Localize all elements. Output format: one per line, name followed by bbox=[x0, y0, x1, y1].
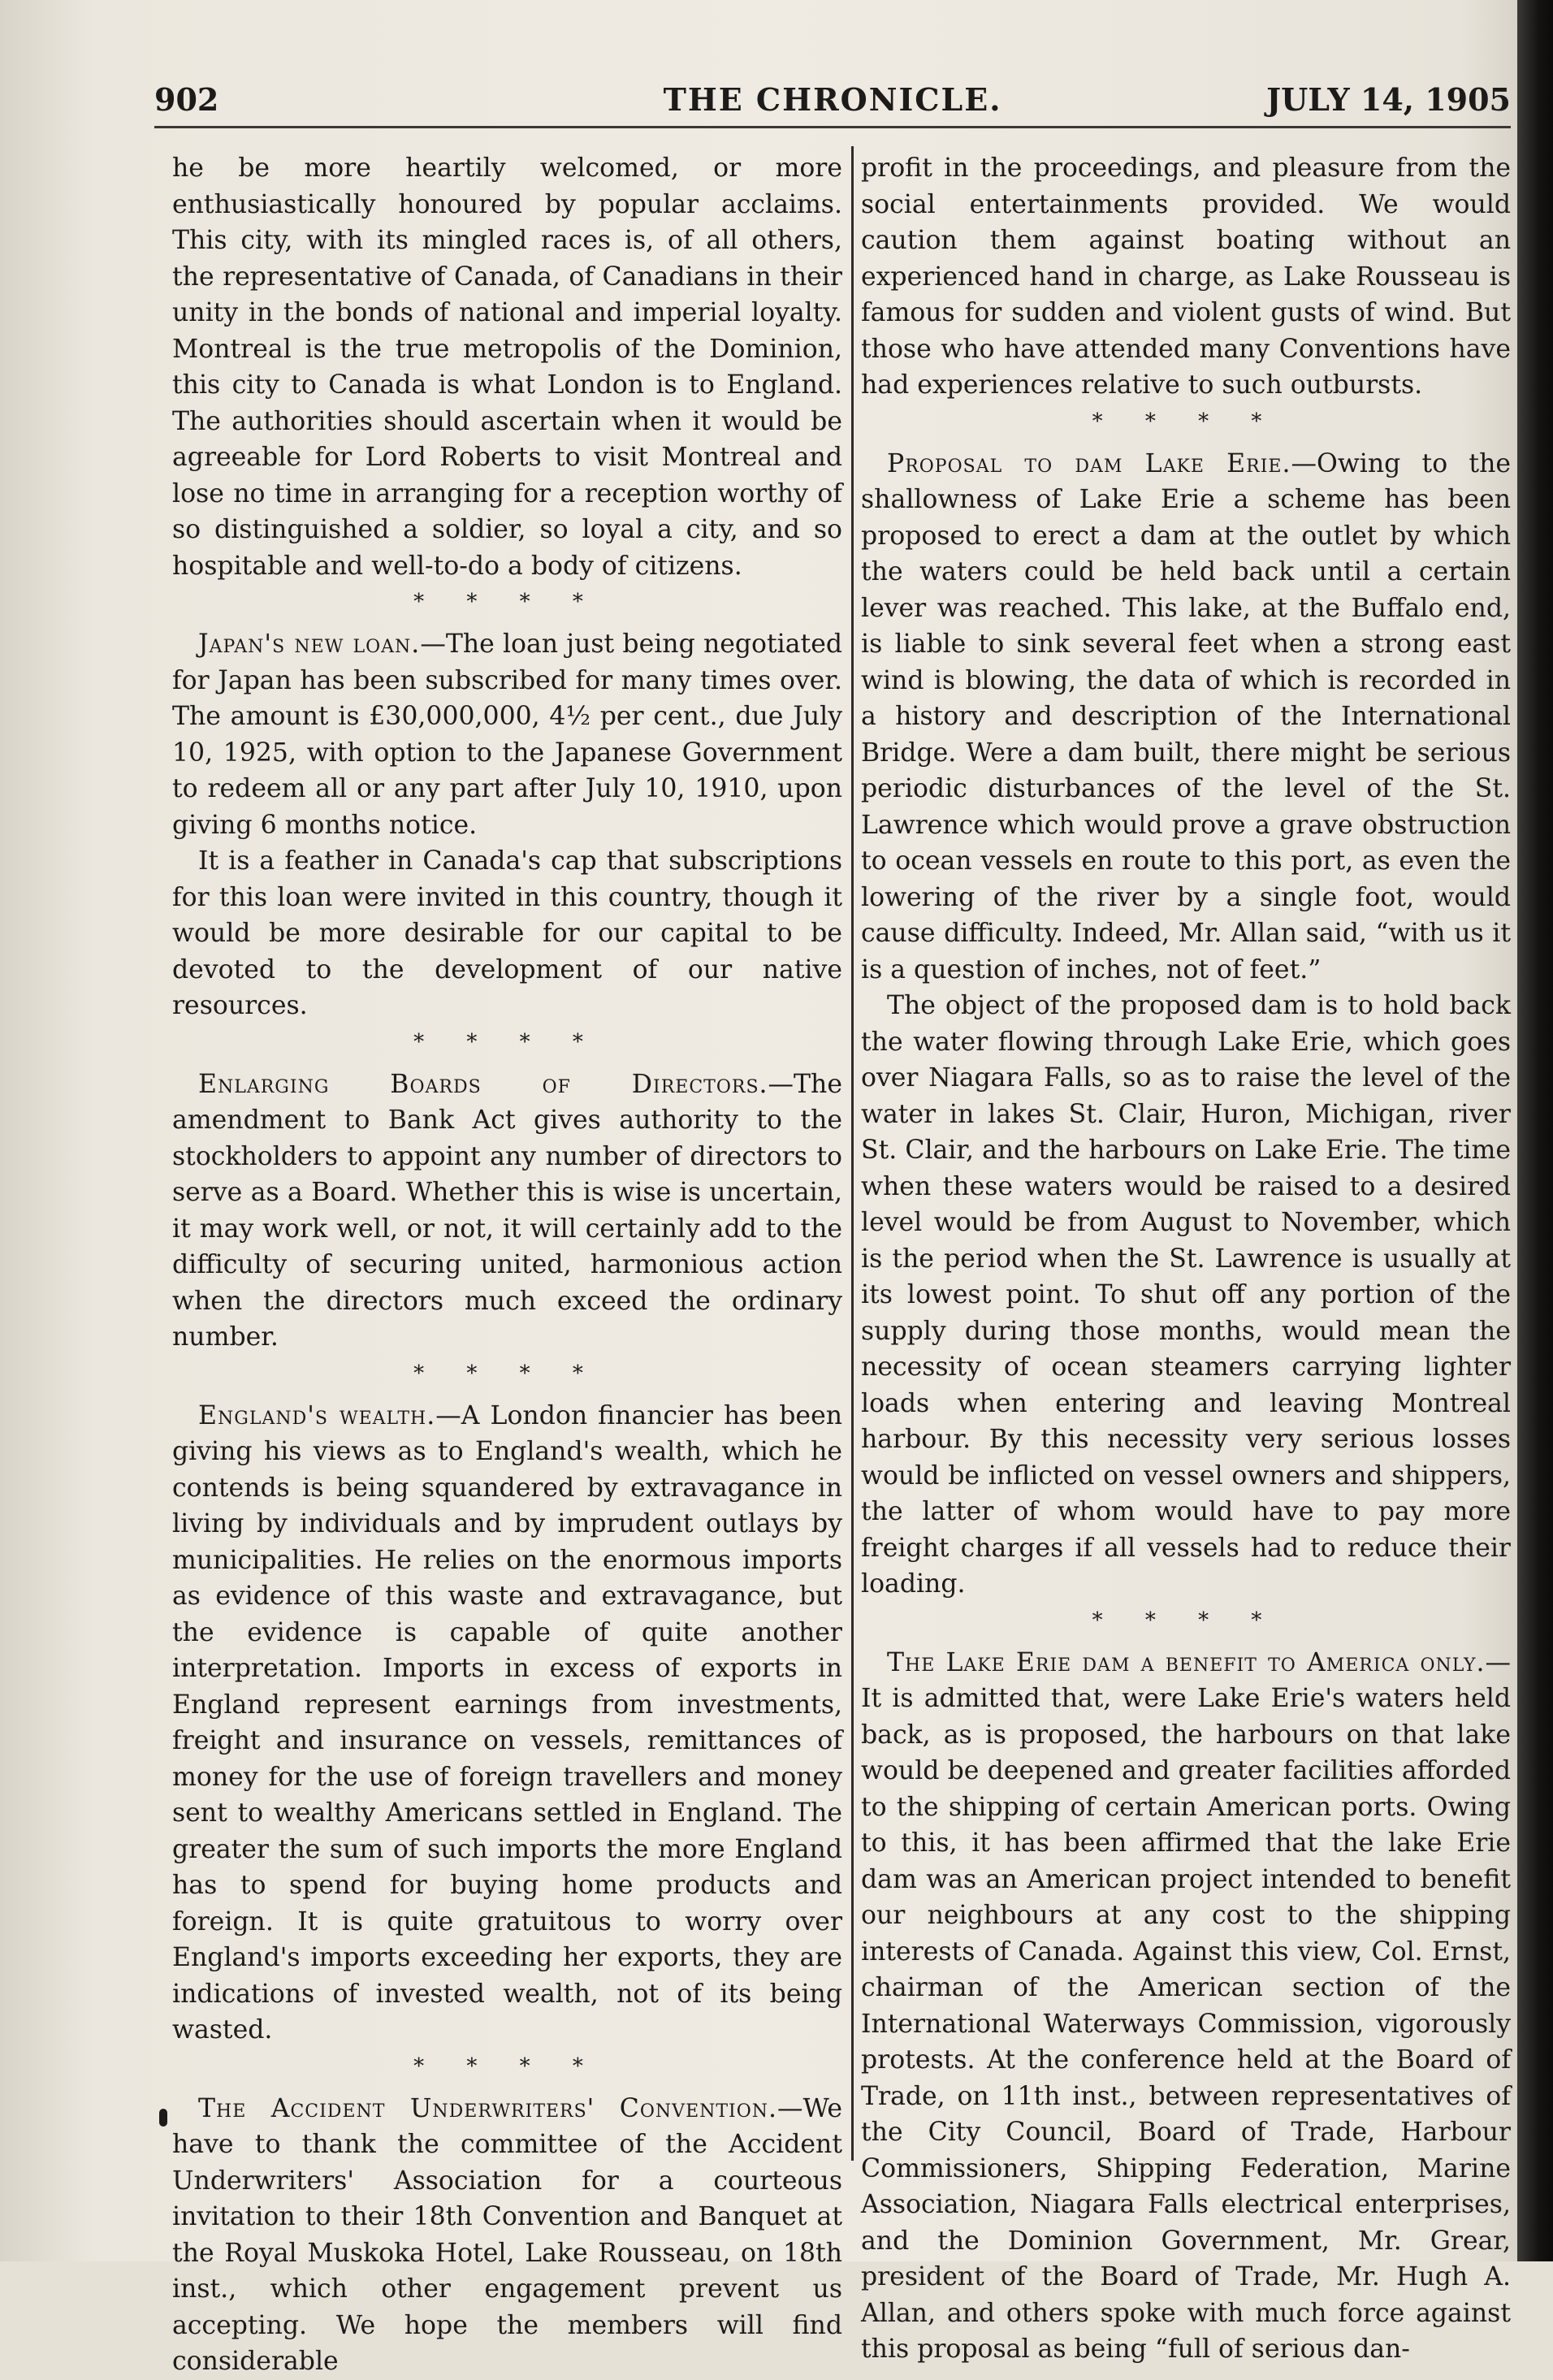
right-column bbox=[861, 150, 1511, 2364]
section-japan-loan bbox=[172, 626, 842, 843]
paragraph: profit in the proceedings, and pleasure from the social entertainments provided. We would caution them against boating without an experienced hand in charge, as Lake Rousseau is famous for sudden and violent gusts of wind. But those who have attended many Conventions have had experiences relative to such outbursts. bbox=[861, 154, 1511, 400]
page-header bbox=[154, 75, 1511, 123]
margin-mark bbox=[159, 2109, 167, 2127]
section-heading: The Lake Erie dam a benefit to America only. bbox=[887, 1647, 1486, 1677]
section-lake-erie-dam bbox=[861, 446, 1511, 989]
section-body: —It is admitted that, were Lake Erie's waters held back, as is proposed, the harbours on that lake would be deepened and greater facilities afforded to the shipping of certain American ports. Owing to this, it has been affirmed that the lake Erie dam was an American project intended to benefit our neighbours at any cost to the shipping interests of Canada. Against this view, Col. Ernst, chairman of the American section of the International Waterways Commission, vigorously protests. At the conference held at the Board of Trade, on 11th inst., between representatives of the City Council, Board of Trade, Harbour Commissioners, Shipping Federation, Marine Association, Niagara Falls electrical enterprises, and the Dominion Government, Mr. Grear, president of the Board of Trade, Mr. Hugh A. Allan, and others spoke with much force against this proposal as being “full of serious dan- bbox=[861, 1647, 1511, 2364]
masthead-title: THE CHRONICLE. bbox=[663, 81, 1002, 118]
section-heading: England's wealth. bbox=[198, 1400, 436, 1430]
page-number: 902 bbox=[154, 81, 219, 118]
paragraph: he be more heartily welcomed, or more enthusiastically honoured by popular acclaims. This city, with its mingled races is, of all others, the representative of Canada, of Canadians in their unity in the bonds of national and imperial loyalty. Montreal is the true metropolis of the Dominion, this city to Canada is what London is to England. The authorities should ascertain when it would be agreeable for Lord Roberts to visit Montreal and lose no time in arranging for a reception worthy of so distinguished a soldier, so loyal a city, and so hospitable and well-to-do a body of citizens. bbox=[172, 154, 842, 581]
column-divider bbox=[851, 146, 854, 2161]
section-accident-underwriters bbox=[172, 2091, 842, 2380]
section-separator: * * * * bbox=[413, 1361, 601, 1386]
section-boards-of-directors bbox=[172, 1067, 842, 1356]
section-dam-benefit-america bbox=[861, 1645, 1511, 2368]
section-heading: Enlarging Boards of Directors. bbox=[198, 1069, 768, 1099]
section-separator: * * * * bbox=[1092, 1608, 1280, 1633]
section-englands-wealth bbox=[172, 1398, 842, 2049]
paragraph: It is a feather in Canada's cap that subscriptions for this loan were invited in this country, though it would be more desirable for our capital to be devoted to the development of our native resources. bbox=[172, 846, 842, 1020]
section-heading: Japan's new loan. bbox=[198, 630, 421, 659]
section-separator: * * * * bbox=[413, 2053, 601, 2079]
section-separator: * * * * bbox=[413, 1029, 601, 1054]
section-separator: * * * * bbox=[1092, 409, 1280, 434]
section-heading: Proposal to dam Lake Erie. bbox=[887, 448, 1291, 478]
section-body: —We have to thank the committee of the Accident Underwriters' Association for a courteous invitation to their 18th Convention and Banquet at the Royal Muskoka Hotel, Lake Rousseau, on 18th inst., which other engagement prevent us accepting. We hope the members will find considerable bbox=[172, 2093, 842, 2376]
paragraph: The object of the proposed dam is to hold back the water flowing through Lake Erie, which goes over Niagara Falls, so as to raise the level of the water in lakes St. Clair, Huron, Michigan, river St. Clair, and the harbours on Lake Erie. The time when these waters would be raised to a desired level would be from August to November, which is the period when the St. Lawrence is usually at its lowest point. To shut off any portion of the supply during those months, would mean the necessity of ocean steamers carrying lighter loads when entering and leaving Montreal harbour. By this necessity very serious losses would be inflicted on vessel owners and shippers, the latter of whom would have to pay more freight charges if all vessels had to reduce their loading. bbox=[861, 991, 1511, 1599]
section-body: —Owing to the shallowness of Lake Erie a scheme has been proposed to erect a dam at the outlet by which the waters could be held back until a certain lever was reached. This lake, at the Buffalo end, is liable to sink several feet when a strong east wind is blowing, the data of which is recorded in a history and description of the International Bridge. Were a dam built, there might be serious periodic disturbances of the level of the St. Lawrence which would prove a grave obstruction to ocean vessels en route to this port, as even the lowering of the river by a single foot, would cause difficulty. Indeed, Mr. Allan said, “with us it is a question of inches, not of feet.” bbox=[861, 448, 1511, 984]
section-heading: The Accident Underwriters' Convention. bbox=[198, 2093, 778, 2123]
section-body: —The loan just being negotiated for Japan has been subscribed for many times over. The amount is £30,000,000, 4½ per cent., due July 10, 1925, with option to the Japanese Government to redeem all or any part after July 10, 1910, upon giving 6 months notice. bbox=[172, 630, 842, 840]
page-binding-shadow bbox=[1517, 0, 1553, 2261]
header-rule bbox=[154, 126, 1511, 128]
section-body: —A London financier has been giving his views as to England's wealth, which he contends is being squandered by extravagance in living by individuals and by imprudent outlays by municipalities. He relies on the enormous imports as evidence of this waste and extravagance, but the evidence is capable of quite another interpretation. Imports in excess of exports in England represent earnings from investments, freight and insurance on vessels, remittances of money for the use of foreign travellers and money sent to wealthy Americans settled in England. The greater the sum of such imports the more England has to spend for buying home products and foreign. It is quite gratuitous to worry over England's imports exceeding her exports, they are indications of invested wealth, not of its being wasted. bbox=[172, 1400, 842, 2045]
left-column bbox=[172, 150, 842, 2376]
section-body: —The amendment to Bank Act gives authority to the stockholders to appoint any number of directors to serve as a Board. Whether this is wise is uncertain, it may work well, or not, it will certainly add to the difficulty of securing united, harmonious action when the directors much exceed the ordinary number. bbox=[172, 1069, 842, 1352]
issue-date: JULY 14, 1905 bbox=[1266, 81, 1511, 118]
section-separator: * * * * bbox=[413, 590, 601, 614]
